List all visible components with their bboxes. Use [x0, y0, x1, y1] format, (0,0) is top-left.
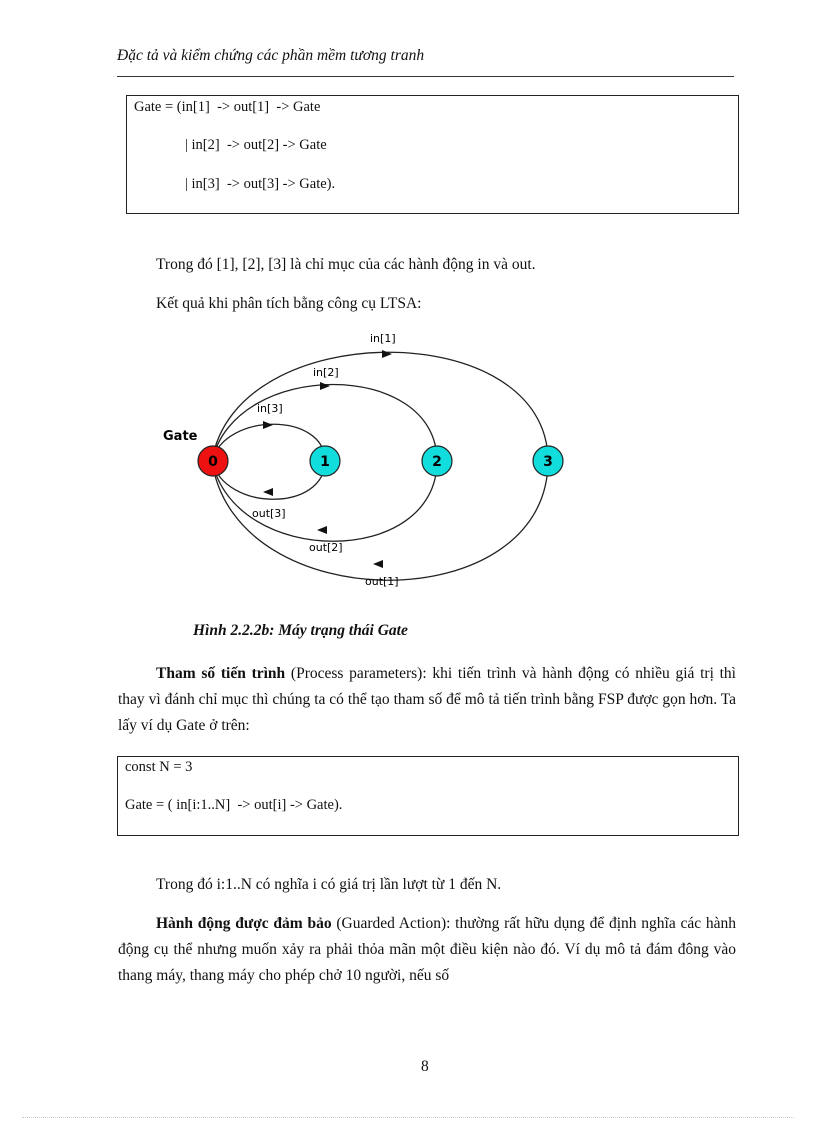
code-box-gate [126, 95, 739, 214]
label-in-3: in[3] [257, 402, 283, 415]
term: Tham số tiến trình [156, 665, 286, 682]
header-divider [117, 76, 734, 77]
paragraph-guarded-action [118, 911, 736, 989]
code-line: | in[3] -> out[3] -> Gate). [185, 176, 336, 192]
running-header: Đặc tả và kiểm chứng các phần mềm tương tranh [117, 47, 425, 64]
arrow-in-2 [320, 382, 330, 390]
label-in-2: in[2] [313, 366, 339, 379]
code-line: | in[2] -> out[2] -> Gate [185, 137, 327, 153]
paragraph-text: (Guarded Action): thường rất hữu dụng để định nghĩa các hành động cụ thể nhưng muốn xảy ra phải thỏa mãn một điều kiện nào đó. Ví dụ mô tả đám đông vào thang máy, thang máy cho phép chở 10 người, nếu số [118, 915, 736, 984]
transition-in-3 [212, 424, 325, 461]
label-out-2: out[2] [309, 541, 343, 554]
process-name-label: Gate [163, 429, 198, 444]
paragraph: Trong đó [1], [2], [3] là chỉ mục của các hành động in và out. [156, 256, 536, 273]
paragraph: Trong đó i:1..N có nghĩa i có giá trị lần lượt từ 1 đến N. [156, 876, 502, 893]
state-1 [310, 446, 340, 476]
state-3 [533, 446, 563, 476]
arrow-in-3 [263, 421, 273, 429]
arrow-in-1 [382, 350, 392, 358]
state-0 [198, 446, 228, 476]
paragraph: Kết quả khi phân tích bằng công cụ LTSA: [156, 295, 422, 312]
code-line: Gate = ( in[i:1..N] -> out[i] -> Gate). [125, 797, 343, 813]
state-machine-diagram [155, 328, 595, 593]
state-label: 3 [543, 454, 553, 470]
code-line: const N = 3 [125, 759, 193, 775]
code-box-const [117, 756, 739, 836]
term: Hành động được đảm bảo [156, 915, 332, 932]
page-bottom-divider [22, 1117, 794, 1118]
label-in-1: in[1] [370, 332, 396, 345]
state-label: 2 [432, 454, 442, 470]
figure-caption: Hình 2.2.2b: Máy trạng thái Gate [193, 622, 408, 639]
state-label: 1 [320, 454, 330, 470]
label-out-3: out[3] [252, 507, 286, 520]
page-number: 8 [421, 1058, 429, 1075]
paragraph-process-parameters [118, 661, 736, 739]
arrow-out-3 [263, 488, 273, 496]
state-2 [422, 446, 452, 476]
state-label: 0 [208, 454, 218, 470]
paragraph-text: (Process parameters): khi tiến trình và hành động có nhiều giá trị thì thay vì đánh chỉ mục thì chúng ta có thể tạo tham số để mô tả tiến trình bằng FSP được gọn hơn. Ta lấy ví dụ Gate ở trên: [118, 665, 736, 734]
arrow-out-2 [317, 526, 327, 534]
arrow-out-1 [373, 560, 383, 568]
code-line: Gate = (in[1] -> out[1] -> Gate [134, 99, 321, 115]
label-out-1: out[1] [365, 575, 399, 588]
